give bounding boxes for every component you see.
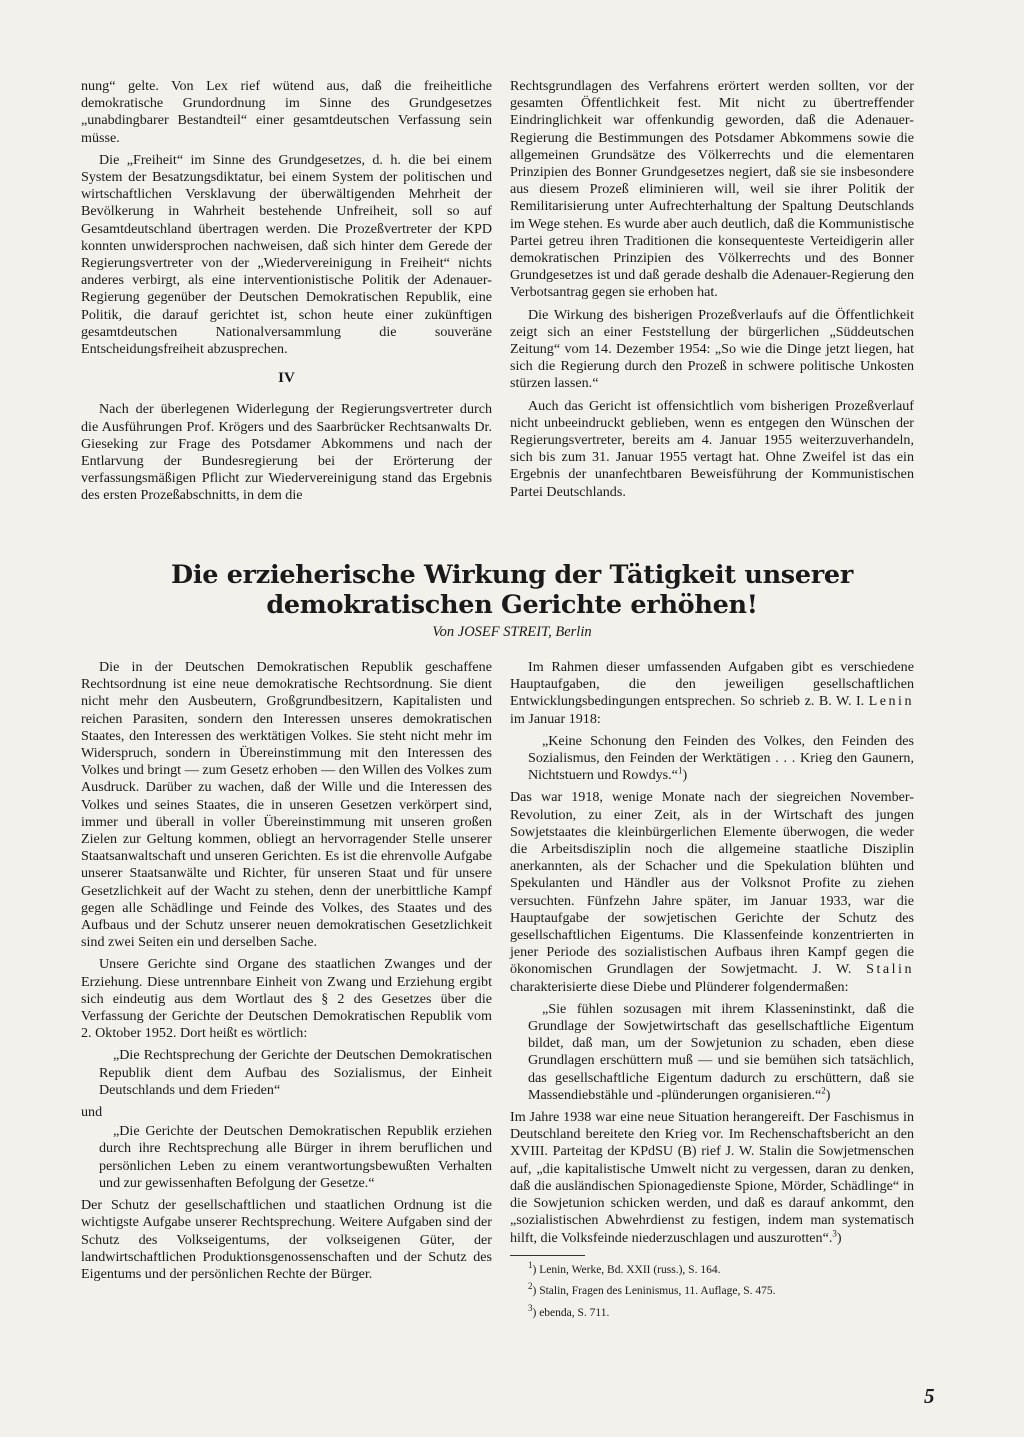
paragraph [510,659,914,728]
bottom-left-column [81,659,492,1288]
text-run: Im Jahre 1938 war eine neue Situation herangereift. Der Faschismus in Deutschland bereitete den Krieg vor. Im Rechenschaftsbericht an den XVIII. Parteitag der KPdSU (B) rief J. W. Stalin die Sowjetmenschen auf, „die kapitalistische Umwelt nicht zu vergessen, daran zu denken, daß die ausländischen Spionagedienste Spione, Mörder, Schädlinge“ in die Sowjetunion schicken werden, und daß es darauf ankommt, den „sozialistischen Abwehrdienst zu festigen, indem man systematisch hilft, die Volksfeinde niederzuschlagen und auszurotten“. [510,1109,914,1246]
quote-text: „Keine Schonung den Feinden des Volkes, den Feinden des Sozialismus, den Feinden der Werktätigen . . . Krieg den Gaunern, Nichtstuern und Rowdys.“ [528,732,914,784]
footnote [510,1283,914,1300]
block-quote: „Die Gerichte der Deutschen Demokratischen Republik erziehen durch ihre Rechtsprechung alle Bürger in ihrem beruflichen und persönlichen Leben zu einem verantwortungsbewußten Verhalten und zur gewissenhaften Befolgung der Gesetze.“ [99,1123,492,1191]
text-run: Im Rahmen dieser umfassenden Aufgaben gibt es verschiedene Hauptaufgaben, die den jeweiligen gesellschaftlichen Entwicklungsbedingungen entsprechen. So schrieb z. B. W. I. [510,659,914,710]
text-run: Das war 1918, wenige Monate nach der siegreichen November-Revolution, zu einer Zeit, als in der Wirtschaft des jungen Sowjetstaates die kleinbürgerlichen Elemente überwogen, die weder die Arbeitsdisziplin noch die allgemeine staatliche Disziplin anerkannten, als der Schacher und die Spekulation blühten und Spekulanten und Händler aus der Volksnot Profite zu ziehen versuchten. Fünfzehn Jahre später, im Januar 1933, war die Hauptaufgabe der sowjetischen Gerichte der Schutz des gesellschaftlichen Eigentums. Die Klassenfeinde konzentrierten in jener Periode des sozialistischen Aufbaus ihren Kampf gegen die ökonomischen Grundlagen der Sowjetmacht. J. W. [510,789,914,978]
footnote-ref: 2 [821,1085,826,1096]
article-byline: Von JOSEF STREIT, Berlin [432,624,592,640]
footnote-text: ) Stalin, Fragen des Leninismus, 11. Auflage, S. 475. [532,1285,776,1298]
block-quote [528,733,914,785]
page-number: 5 [924,1384,935,1408]
footnote-ref-close: ) [825,1086,831,1103]
article-title-line: Die erzieherische Wirkung der Tätigkeit unserer [171,560,853,590]
footnote-number: 2 [528,1281,533,1292]
article-title-line: demokratischen Gerichte erhöhen! [266,590,758,620]
paragraph: Der Schutz der gesellschaftlichen und staatlichen Ordnung ist die wichtigste Aufgabe unserer Rechtsprechung. Weitere Aufgaben sind der Schutz des Volkseigentums, der volkseigenen Güter, der landwirtschaftlichen Produktionsgenossenschaften und der Schutz des Eigentums und der persönlichen Rechte der Bürger. [81,1197,492,1282]
text-run: im Januar 1918: [510,710,601,727]
paragraph: Auch das Gericht ist offensichtlich vom bisherigen Prozeßverlauf nicht unbeeindruckt geblieben, wenn es entgegen den Wünschen der Regierungsvertreter, bereits am 4. Januar 1955 weiterzuverhandeln, sich bis zum 31. Januar 1955 vertagt hat. Ohne Zweifel ist das ein Ergebnis der unanfechtbaren Beweisführung der Kommunistischen Partei Deutschlands. [510,397,914,500]
article-title [150,560,874,620]
footnote [510,1302,914,1322]
footnote-text: ) Lenin, Werke, Bd. XXII (russ.), S. 164. [532,1263,721,1276]
footnote-number: 1 [528,1259,533,1270]
footnote-text: ) ebenda, S. 711. [532,1306,610,1319]
quote-text: „Sie fühlen sozusagen mit ihrem Klasseninstinkt, daß die Grundlage der Sowjetwirtschaft das gesellschaftliche Eigentum bildet, daß man, um der Sowjetunion zu schaden, eben diese Grundlagen erschüttern muß — und sie bemühen sich tatsächlich, das gesellschaftliche Eigentum dadurch zu erschüttern, daß sie Massendiebstähle und -plünderungen organisieren.“ [528,1000,914,1103]
paragraph: nung“ gelte. Von Lex rief wütend aus, daß die freiheitliche demokratische Grundordnung im Sinne des Grundgesetzes „unabdingbarer Bestandteil“ einer gesamtdeutschen Verfassung sein müsse. [81,78,492,146]
paragraph [510,789,914,995]
paragraph [510,1109,914,1247]
block-quote: „Die Rechtsprechung der Gerichte der Deutschen Demokratischen Republik dient dem Aufbau des Sozialismus, der Einheit Deutschlands und dem Frieden“ [99,1047,492,1098]
top-left-column [81,78,492,510]
author-name: Lenin [868,693,914,710]
block-quote [528,1001,914,1104]
paragraph: Die in der Deutschen Demokratischen Republik geschaffene Rechtsordnung ist eine neue demokratische Rechtsordnung. Sie dient nicht mehr den Ausbeutern, Großgrundbesitzern, Kapitalisten und reichen Parasiten, sondern den Interessen unseres demokratischen Staates, den Interessen des werktätigen Volkes. Sie steht nicht mehr im Widerspruch, sondern in Übereinstimmung mit den Interessen des Volkes und bringt — zum Gesetz erhoben — den Willen des Volkes zum Ausdruck. Darüber zu wachen, daß der Wille und die Interessen des Volkes und seines Staates, die in unseren Gesetzen verkörpert sind, immer und überall in voller Übereinstimmung mit unseren großen Zielen zur Geltung kommen, obliegt an hervorragender Stelle unserer Staatsanwaltschaft und unseren Gerichten. Es ist die ehrenvolle Aufgabe unserer Staatsanwälte und Richter, für unseren Staat und für unsere Gesetzlichkeit auf der Wacht zu stehen, denn der unerbittliche Kampf gegen alle Schädlinge und Feinde des Volkes, des Staates und des Aufbaus und der Schutz unserer neuen demokratischen Gesetzlichkeit sind zwei Seiten ein und derselben Sache. [81,659,492,951]
footnote-ref-close: ) [836,1229,842,1246]
section-number: IV [278,370,295,387]
paragraph: Nach der überlegenen Widerlegung der Regierungsvertreter durch die Ausführungen Prof. Krögers und des Saarbrücker Rechtsanwalts Dr. Gieseking zur Frage des Potsdamer Abkommens und nach der Entlarvung der Bundesregierung bei der Erörterung der verfassungsmäßigen Pflicht zur Wiedervereinigung stand das Ergebnis des ersten Prozeßabschnitts, in dem die [81,401,492,504]
connector-text: und [81,1104,103,1121]
footnote-divider [510,1255,585,1256]
paragraph: Die Wirkung des bisherigen Prozeßverlaufs auf die Öffentlichkeit zeigt sich an einer Feststellung der bürgerlichen „Süddeutschen Zeitung“ vom 14. Dezember 1954: „So wie die Dinge jetzt liegen, hat sich die Regierung durch den Prozeß in schwere politische Unkosten stürzen lassen.“ [510,306,914,392]
footnote-number: 3 [528,1302,533,1313]
paragraph: Unsere Gerichte sind Organe des staatlichen Zwanges und der Erziehung. Diese untrennbare Einheit von Zwang und Erziehung ergibt sich eindeutig aus dem Wortlaut des § 2 des Gesetzes über die Verfassung der Gerichte der Deutschen Demokratischen Republik vom 2. Oktober 1952. Dort heißt es wörtlich: [81,956,492,1042]
text-run: charakterisierte diese Diebe und Plünderer folgendermaßen: [510,978,849,995]
top-right-column [510,78,914,506]
footnote [510,1259,914,1279]
paragraph: Rechtsgrundlagen des Verfahrens erörtert werden sollten, vor der gesamten Öffentlichkeit fest. Mit nicht zu übertreffender Eindringlichkeit war offenkundig geworden, daß die Adenauer-Regierung die Bestimmungen des Potsdamer Abkommens sowie die allgemeinen Grundsätze des Völkerrechts und die elementaren Prinzipien des Bonner Grundgesetzes negiert, daß sie sie insbesondere aus diesem Prozeß eliminieren will, weil sie ihrer Politik der Remilitarisierung unter Aufrechterhaltung der Spaltung Deutschlands im Wege stehen. Es wurde aber auch deutlich, daß die Kommunistische Partei getreu ihren Traditionen die konsequenteste Verteidigerin aller demokratischen Prinzipien des Völkerrechts und des Bonner Grundgesetzes ist und daß gerade deshalb die Adenauer-Regierung den Verbotsantrag gegen sie erhoben hat. [510,78,914,301]
bottom-right-column [510,659,914,1326]
footnote-ref-close: ) [682,767,688,784]
author-name: Stalin [866,961,914,978]
footnote-ref: 3 [832,1227,837,1238]
footnote-ref: 1 [677,765,683,776]
paragraph: Die „Freiheit“ im Sinne des Grundgesetzes, d. h. die bei einem System der Besatzungsdiktatur, bei einem System der politischen und wirtschaftlichen Versklavung der überwältigenden Mehrheit der Bevölkerung in Wahrheit bestehende Unfreiheit, soll so auf Gesamtdeutschland übertragen werden. Die Prozeßvertreter der KPD konnten unwidersprochen nachweisen, daß sich hinter dem Gerede der Regierungsvertreter von der „Wiedervereinigung in Freiheit“ nichts anderes verbirgt, als eine interventionistische Politik der Adenauer-Regierung gegenüber der Deutschen Demokratischen Republik, eine Politik, die darauf gerichtet ist, schon heute einer zukünftigen gesamtdeutschen Nationalversammlung die souveräne Entscheidungsfreiheit abzusprechen. [81,151,492,358]
